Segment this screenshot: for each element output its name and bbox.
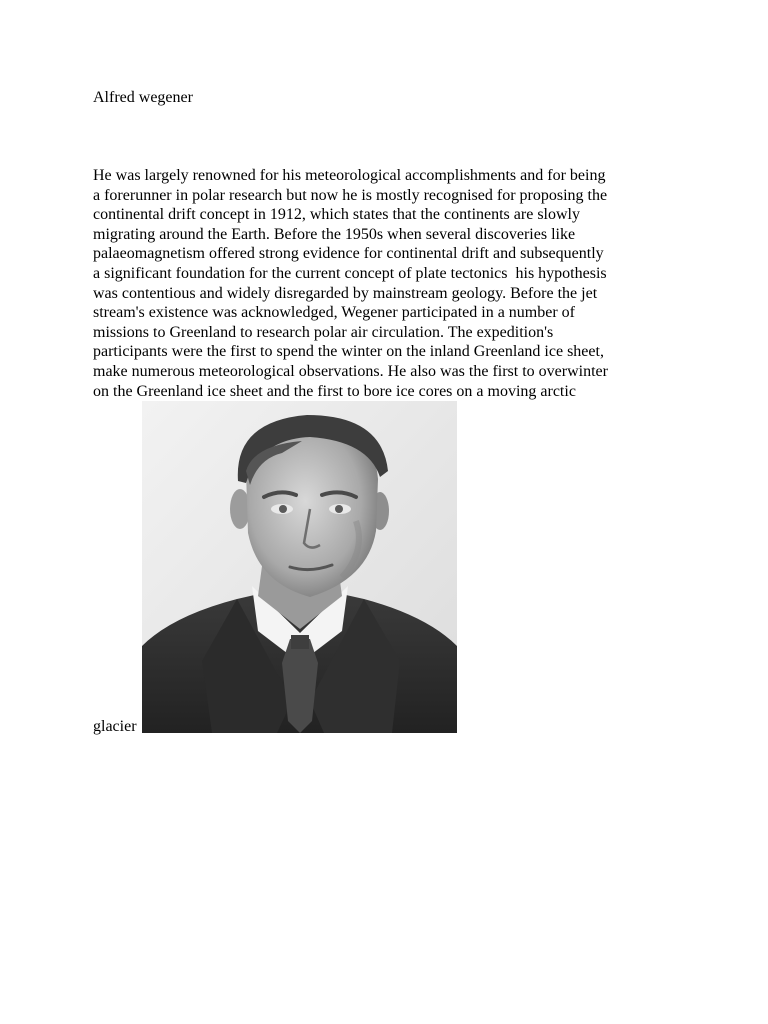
portrait-illustration	[142, 401, 457, 733]
portrait-photo	[142, 401, 457, 733]
paragraph-line: continental drift concept in 1912, which states that the continents are slowly	[93, 206, 580, 224]
paragraph-line: stream's existence was acknowledged, Wegener participated in a number of	[93, 304, 575, 322]
paragraph-line: He was largely renowned for his meteorological accomplishments and for being	[93, 167, 606, 184]
document-title: Alfred wegener	[93, 89, 193, 106]
paragraph-line: a forerunner in polar research but now he is mostly recognised for proposing the	[93, 186, 608, 204]
body-paragraph	[93, 166, 693, 401]
paragraph-line: make numerous meteorological observations. He also was the first to overwinter	[93, 362, 608, 380]
paragraph-line: was contentious and widely disregarded by mainstream geology. Before the jet	[93, 284, 598, 302]
paragraph-line: a significant foundation for the current concept of plate tectonics his hypothesis	[93, 264, 607, 282]
paragraph-line: participants were the first to spend the winter on the inland Greenland ice sheet,	[93, 343, 604, 361]
paragraph-line: palaeomagnetism offered strong evidence for continental drift and subsequently	[93, 245, 604, 263]
paragraph-line: on the Greenland ice sheet and the first to bore ice cores on a moving arctic	[93, 382, 576, 400]
paragraph-line: missions to Greenland to research polar air circulation. The expedition's	[93, 323, 554, 341]
paragraph-line: migrating around the Earth. Before the 1950s when several discoveries like	[93, 225, 576, 243]
paragraph-last-word: glacier	[93, 718, 137, 735]
